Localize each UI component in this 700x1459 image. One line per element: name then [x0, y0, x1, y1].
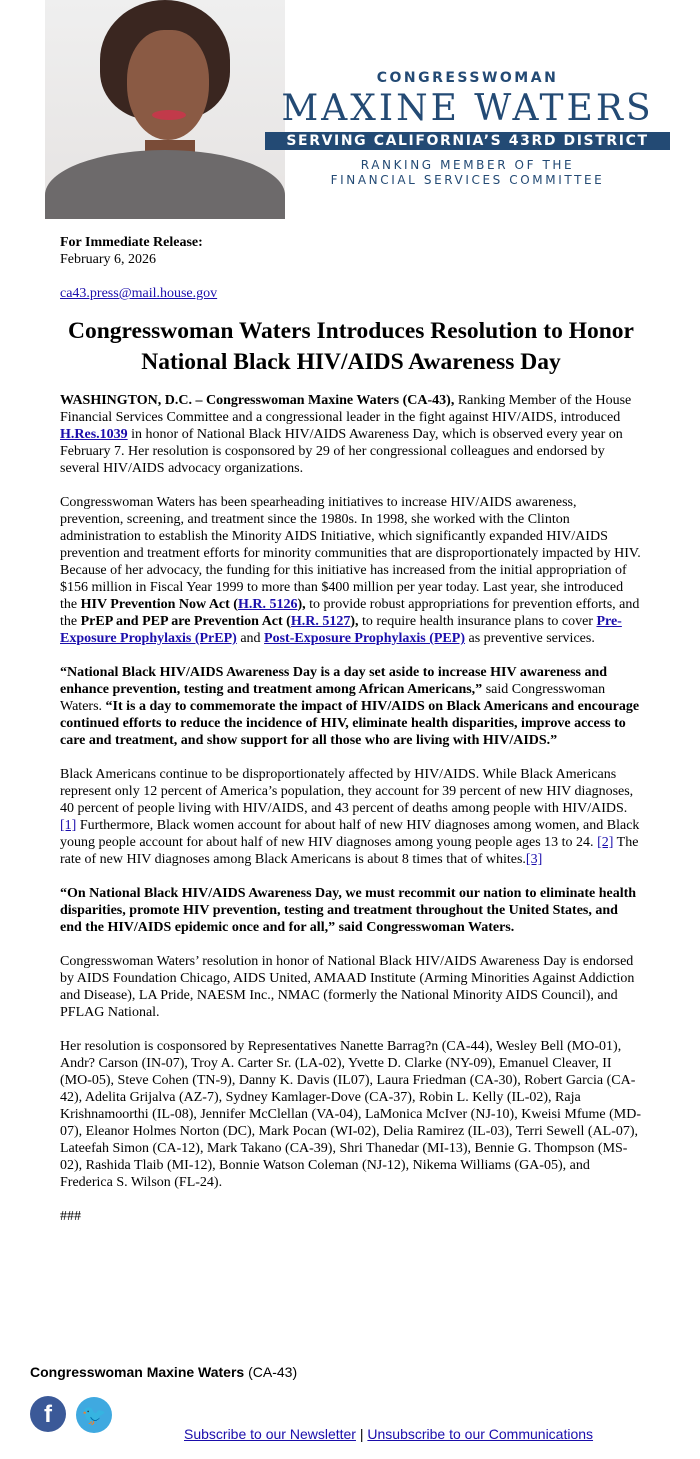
hres-1039-link[interactable]: H.Res.1039	[60, 427, 128, 442]
role-line-2: FINANCIAL SERVICES COMMITTEE	[330, 173, 605, 187]
quote: “It is a day to commemorate the impact of HIV/AIDS on Black Americans and encourage continued efforts to reduce the incidence of HIV, eliminate health disparities, improve access to care and treatment, and show support for all those who are living with HIV/AIDS.”	[60, 699, 640, 748]
brand-logo	[265, 70, 670, 188]
text: in honor of National Black HIV/AIDS Awareness Day, which is observed every year on February 7. Her resolution is cosponsored by 29 of her congressional colleagues and endorsed by several HIV/AIDS advocacy organizations.	[60, 427, 623, 476]
dateline: WASHINGTON, D.C. – Congresswoman Maxine Waters (CA-43),	[60, 393, 455, 408]
release-date: February 6, 2026	[60, 252, 157, 267]
text: to require health insurance plans to cover	[358, 614, 597, 629]
paragraph-quote-2	[60, 885, 642, 936]
paragraph-statistics	[60, 766, 642, 868]
press-email-link[interactable]: ca43.press@mail.house.gov	[60, 286, 218, 301]
text: to provide robust appropriations for prevention efforts, and the	[60, 597, 640, 629]
brand-name: MAXINE WATERS	[281, 88, 654, 129]
footer-name: Congresswoman Maxine Waters	[30, 1364, 245, 1380]
role-line-1: RANKING MEMBER OF THE	[360, 158, 575, 172]
bill-name: PrEP and PEP are Prevention Act (	[80, 614, 291, 629]
twitter-icon[interactable]: 🐦	[76, 1397, 112, 1433]
press-release	[60, 234, 642, 1242]
bill-name: HIV Prevention Now Act (	[80, 597, 238, 612]
footnote-3-link[interactable]: [3]	[525, 852, 543, 867]
paragraph-initiatives	[60, 494, 642, 647]
paragraph-cosponsors: Her resolution is cosponsored by Representatives Nanette Barrag?n (CA-44), Wesley Bell (MO-01), Andr? Carson (IN-07), Troy A. Carter Sr. (LA-02), Yvette D. Clarke (NY-09), Emanuel Cleaver, II (MO-05), Steve Cohen (TN-9), Danny K. Davis (IL07), Laura Friedman (CA-30), Robert Garcia (CA-42), Adelita Grijalva (AZ-7), Sydney Kamlager-Dove (CA-37), Robin L. Kelly (IL-02), Raja Krishnamoorthi (IL-08), Jennifer McClellan (VA-04), LaMonica McIver (NJ-10), Kweisi Mfume (MD-07), Eleanor Holmes Norton (DC), Mark Pocan (WI-02), Delia Ramirez (IL-03), Terri Sewell (AL-07), Lateefah Simon (CA-12), Mark Takano (CA-39), Shri Thanedar (MI-13), Bennie G. Thompson (MS-02), Rashida Tlaib (MI-12), Bonnie Watson Coleman (NJ-12), Nikema Williams (GA-05), and Frederica S. Wilson (FL-24).	[60, 1039, 641, 1190]
facebook-icon[interactable]: f	[30, 1396, 66, 1432]
social-links	[30, 1396, 122, 1433]
brand-title: CONGRESSWOMAN	[376, 70, 559, 86]
prep-link[interactable]: Pre-Exposure Prophylaxis (PrEP)	[60, 614, 622, 646]
paragraph-endorsements: Congresswoman Waters’ resolution in honor of National Black HIV/AIDS Awareness Day is endorsed by AIDS Foundation Chicago, AIDS United, AMAAD Institute (Arming Minorities Against Addiction and Disease), LA Pride, NAESM Inc., NMAC (formerly the National Minority AIDS Council), and PFLAG National.	[60, 954, 635, 1020]
brand-role	[265, 158, 670, 188]
footer	[30, 1364, 670, 1442]
release-label: For Immediate Release:	[60, 235, 203, 250]
quote: “On National Black HIV/AIDS Awareness Day, we must recommit our nation to eliminate health disparities, promote HIV prevention, testing and treatment throughout the United States, and end the HIV/AIDS epidemic once and for all,” said Congresswoman Waters.	[60, 886, 637, 935]
unsubscribe-link[interactable]: Unsubscribe to our Communications	[367, 1426, 594, 1442]
footnote-1-link[interactable]: [1]	[60, 818, 77, 833]
paragraph-quote-1	[60, 664, 642, 749]
footer-district: (CA-43)	[244, 1364, 298, 1380]
text: as preventive services.	[464, 631, 595, 646]
brand-district: SERVING CALIFORNIA’S 43RD DISTRICT	[265, 132, 670, 150]
hr-5127-link[interactable]: H.R. 5127	[290, 614, 351, 629]
end-marker: ###	[60, 1209, 81, 1224]
text: The rate of new HIV diagnoses among Black Americans is about 8 times that of whites.	[60, 835, 639, 867]
subscription-links	[184, 1426, 593, 1442]
text: Black Americans continue to be disproportionately affected by HIV/AIDS. While Black Americans represent only 12 percent of America’s population, they account for 39 percent of new HIV diagnoses, 40 percent of people living with HIV/AIDS, and 43 percent of deaths among people with HIV/AIDS.	[60, 767, 634, 816]
header-banner	[0, 0, 700, 220]
text: ),	[297, 597, 306, 612]
subscribe-link[interactable]: Subscribe to our Newsletter	[184, 1426, 356, 1442]
hr-5126-link[interactable]: H.R. 5126	[237, 597, 298, 612]
text: said Congresswoman Waters.	[60, 682, 606, 714]
text: ),	[350, 614, 359, 629]
quote: “National Black HIV/AIDS Awareness Day is a day set aside to increase HIV awareness and enhance prevention, testing and treatment among African Americans,”	[60, 665, 608, 697]
text: Ranking Member of the House Financial Services Committee and a congressional leader in the fight against HIV/AIDS, introduced	[60, 393, 632, 425]
congresswoman-portrait	[45, 0, 285, 219]
paragraph-intro	[60, 392, 642, 477]
text: and	[236, 631, 265, 646]
separator: |	[355, 1426, 368, 1442]
pep-link[interactable]: Post-Exposure Prophylaxis (PEP)	[264, 631, 465, 646]
page-title: Congresswoman Waters Introduces Resolution to Honor National Black HIV/AIDS Awareness Day	[68, 318, 634, 375]
text: Congresswoman Waters has been spearheading initiatives to increase HIV/AIDS awareness, prevention, screening, and treatment since the 1980s. In 1998, she worked with the Clinton administration to establish the Minority AIDS Initiative, which significantly expanded HIV/AIDS prevention and treatment efforts for minority communities that are disproportionately impacted by HIV. Because of her advocacy, the funding for this initiative has increased from the initial appropriation of $156 million in Fiscal Year 1999 to more than $400 million per year today. Last year, she introduced the	[60, 495, 641, 612]
text: Furthermore, Black women account for about half of new HIV diagnoses among women, and Black young people account for about half of new HIV diagnoses among young people ages 13 to 24.	[60, 818, 640, 850]
footnote-2-link[interactable]: [2]	[597, 835, 614, 850]
